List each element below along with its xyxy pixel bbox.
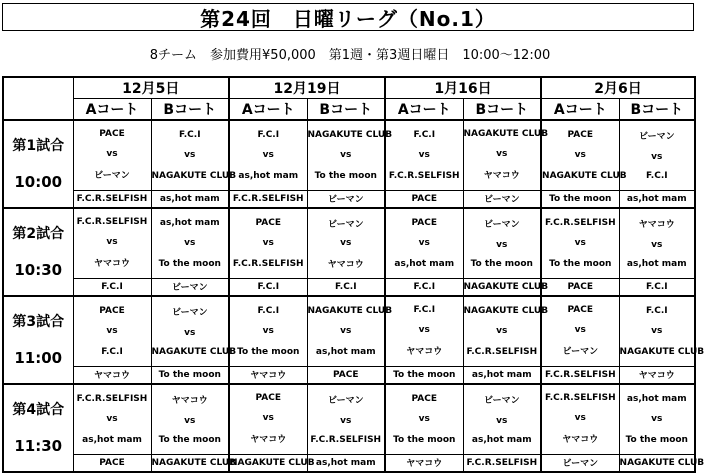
duty-team: ビーマン [463,190,541,208]
court-header: Aコート [541,99,619,121]
duty-row [3,454,695,472]
duty-team: ヤマコウ [73,366,151,384]
game-cell [463,384,541,454]
court-header: Aコート [229,99,307,121]
team-home: ヤマコウ [638,220,675,231]
duty-row [3,278,695,296]
date-header: 12月19日 [229,77,385,99]
match-row [3,120,695,190]
vs-label: vs [262,238,274,249]
team-home: ビーマン [327,396,364,407]
game-cell [619,120,695,190]
team-away: F.C.I [645,171,668,182]
team-away: To the moon [625,434,688,445]
team-away: ヤマコウ [406,347,443,358]
team-away: as,hot mam [471,435,532,446]
vs-label: vs [418,324,430,335]
vs-label: vs [262,150,274,161]
duty-team: F.C.R.SELFISH [73,190,151,208]
duty-team: F.C.I [307,278,385,296]
team-away: as,hot mam [394,258,455,269]
match-time: 11:00 [14,349,63,367]
team-away: To the moon [393,434,456,445]
game-cell [151,296,237,366]
team-home: F.C.I [257,129,280,140]
game-cell [463,296,549,366]
court-header: Aコート [73,99,151,121]
team-away: as,hot mam [238,170,299,181]
match-label: 第3試合 [12,314,65,330]
subtitle: 8チーム 参加費用¥50,000 第1週・第3週日曜日 10:00〜12:00 [149,48,551,63]
game-cell [385,296,463,366]
team-away: F.C.R.SELFISH [232,258,304,269]
court-header: Bコート [619,99,695,121]
vs-label: vs [184,327,196,338]
vs-label: vs [574,150,586,161]
court-header: Bコート [307,99,385,121]
date-header: 12月5日 [73,77,229,99]
duty-team: NAGAKUTE CLUB [229,454,307,472]
team-home: NAGAKUTE CLUB [463,129,549,140]
team-home: PACE [255,393,282,404]
team-away: F.C.R.SELFISH [310,435,382,446]
team-home: PACE [255,217,282,228]
team-away: To the moon [237,346,300,357]
game-cell [307,120,393,190]
date-header: 2月6日 [541,77,695,99]
match-row [3,208,695,278]
team-home: PACE [99,129,125,140]
vs-label: vs [106,414,118,425]
team-away: NAGAKUTE CLUB [151,170,237,181]
game-cell [385,120,463,190]
match-label: 第4試合 [12,402,65,418]
team-home: ビーマン [483,220,520,231]
game-cell [307,384,385,454]
match-time: 10:30 [14,261,63,279]
team-away: as,hot mam [315,346,376,357]
date-header-row [3,77,695,99]
vs-label: vs [262,326,274,337]
game-cell [463,120,549,190]
game-cell [385,384,463,454]
duty-team: ヤマコウ [385,454,463,472]
match-time: 11:30 [14,437,63,455]
team-home: PACE [411,217,438,228]
duty-team: NAGAKUTE CLUB [619,454,695,472]
duty-team: as,hot mam [463,366,541,384]
team-away: ビーマン [562,347,599,358]
team-away: ビーマン [94,171,130,182]
team-home: F.C.R.SELFISH [544,393,616,404]
team-away: To the moon [549,258,612,269]
game-cell [307,296,393,366]
game-cell [151,208,229,278]
team-home: ビーマン [327,219,364,230]
duty-team: ヤマコウ [229,366,307,384]
team-away: ヤマコウ [483,171,520,182]
duty-team: F.C.R.SELFISH [463,454,541,472]
duty-team: F.C.I [229,278,307,296]
duty-team: ビーマン [541,454,619,472]
team-home: as,hot mam [626,393,687,404]
team-away: To the moon [158,435,221,446]
match-row [3,384,695,454]
team-away: To the moon [158,258,221,269]
vs-label: vs [184,415,196,426]
vs-label: vs [496,326,508,337]
vs-label: vs [651,239,663,250]
duty-team: as,hot mam [151,190,229,208]
duty-row [3,366,695,384]
match-label-cell [3,208,73,296]
game-cell [541,384,619,454]
game-cell [229,384,307,454]
duty-team: To the moon [151,366,229,384]
duty-team: ビーマン [307,190,385,208]
game-cell [151,384,229,454]
corner-cell [3,77,73,120]
match-row [3,296,695,366]
game-cell [619,296,704,366]
vs-label: vs [496,148,508,159]
team-home: ビーマン [171,308,208,319]
duty-team: ビーマン [151,278,229,296]
game-cell [229,120,307,190]
duty-team: NAGAKUTE CLUB [151,454,229,472]
vs-label: vs [106,326,118,337]
duty-team: PACE [385,190,463,208]
page-title: 第24回 日曜リーグ（No.1） [2,3,694,31]
vs-label: vs [106,148,118,159]
match-time: 10:00 [14,173,63,191]
vs-label: vs [184,150,196,161]
team-away: ヤマコウ [327,259,364,270]
date-header: 1月16日 [385,77,541,99]
match-label: 第2試合 [12,226,65,242]
court-header-row [3,99,695,121]
team-home: NAGAKUTE CLUB [307,129,393,140]
team-home: ヤマコウ [171,396,208,407]
duty-team: F.C.I [619,278,695,296]
team-home: F.C.R.SELFISH [76,393,148,404]
team-away: NAGAKUTE CLUB [619,346,704,357]
team-away: NAGAKUTE CLUB [542,170,627,181]
duty-team: NAGAKUTE CLUB [463,278,541,296]
game-cell [229,208,307,278]
vs-label: vs [651,414,663,425]
team-home: NAGAKUTE CLUB [463,305,549,316]
vs-label: vs [496,239,508,250]
team-away: ヤマコウ [93,259,130,270]
game-cell [73,384,151,454]
court-header: Bコート [463,99,541,121]
vs-label: vs [574,412,586,423]
game-cell [619,384,695,454]
team-home: PACE [411,393,438,404]
team-away: F.C.R.SELFISH [466,346,538,357]
game-cell [619,208,695,278]
team-away: To the moon [314,170,377,181]
game-cell [541,296,619,366]
match-label-cell [3,384,73,472]
vs-label: vs [340,326,352,337]
vs-label: vs [106,236,118,247]
vs-label: vs [418,238,430,249]
team-home: F.C.R.SELFISH [544,217,616,228]
vs-label: vs [496,415,508,426]
team-home: F.C.R.SELFISH [76,217,148,228]
vs-label: vs [574,238,586,249]
duty-team: F.C.R.SELFISH [229,190,307,208]
game-cell [385,208,463,278]
duty-team: PACE [307,366,385,384]
team-home: NAGAKUTE CLUB [307,305,393,316]
duty-team: To the moon [541,190,619,208]
duty-team: F.C.I [385,278,463,296]
duty-team: PACE [73,454,151,472]
vs-label: vs [651,151,663,162]
vs-label: vs [262,412,274,423]
vs-label: vs [184,238,196,249]
vs-label: vs [418,150,430,161]
duty-team: as,hot mam [619,190,695,208]
team-away: NAGAKUTE CLUB [151,347,237,358]
team-away: F.C.R.SELFISH [388,170,460,181]
vs-label: vs [574,324,586,335]
team-away: as,hot mam [626,259,687,270]
team-away: To the moon [470,259,533,270]
game-cell [73,296,151,366]
duty-team: F.C.I [73,278,151,296]
vs-label: vs [340,415,352,426]
duty-team: as,hot mam [307,454,385,472]
duty-row [3,190,695,208]
game-cell [307,208,385,278]
game-cell [151,120,237,190]
duty-team: F.C.R.SELFISH [541,366,619,384]
team-away: ヤマコウ [250,435,287,446]
team-home: PACE [99,305,125,316]
duty-team: ヤマコウ [619,366,695,384]
match-label-cell [3,120,73,208]
team-away: ヤマコウ [562,435,599,446]
game-cell [229,296,307,366]
vs-label: vs [651,326,663,337]
match-label: 第1試合 [12,138,65,154]
team-away: F.C.I [101,346,123,357]
vs-label: vs [340,238,352,249]
game-cell [73,120,151,190]
team-home: F.C.I [257,305,280,316]
vs-label: vs [340,150,352,161]
team-home: PACE [567,305,594,316]
game-cell [73,208,151,278]
game-cell [463,208,541,278]
team-home: ビーマン [483,396,520,407]
team-home: F.C.I [645,305,668,316]
schedule-table [2,76,704,473]
match-label-cell [3,296,73,384]
vs-label: vs [418,414,430,425]
team-home: F.C.I [413,129,436,140]
team-home: as,hot mam [159,217,220,228]
game-cell [541,208,619,278]
court-header: Aコート [385,99,463,121]
duty-team: PACE [541,278,619,296]
team-away: as,hot mam [82,434,142,445]
team-home: F.C.I [178,129,201,140]
team-home: ビーマン [638,132,675,143]
duty-team: To the moon [385,366,463,384]
team-home: F.C.I [413,305,436,316]
court-header: Bコート [151,99,229,121]
team-home: PACE [567,129,594,140]
game-cell [541,120,627,190]
